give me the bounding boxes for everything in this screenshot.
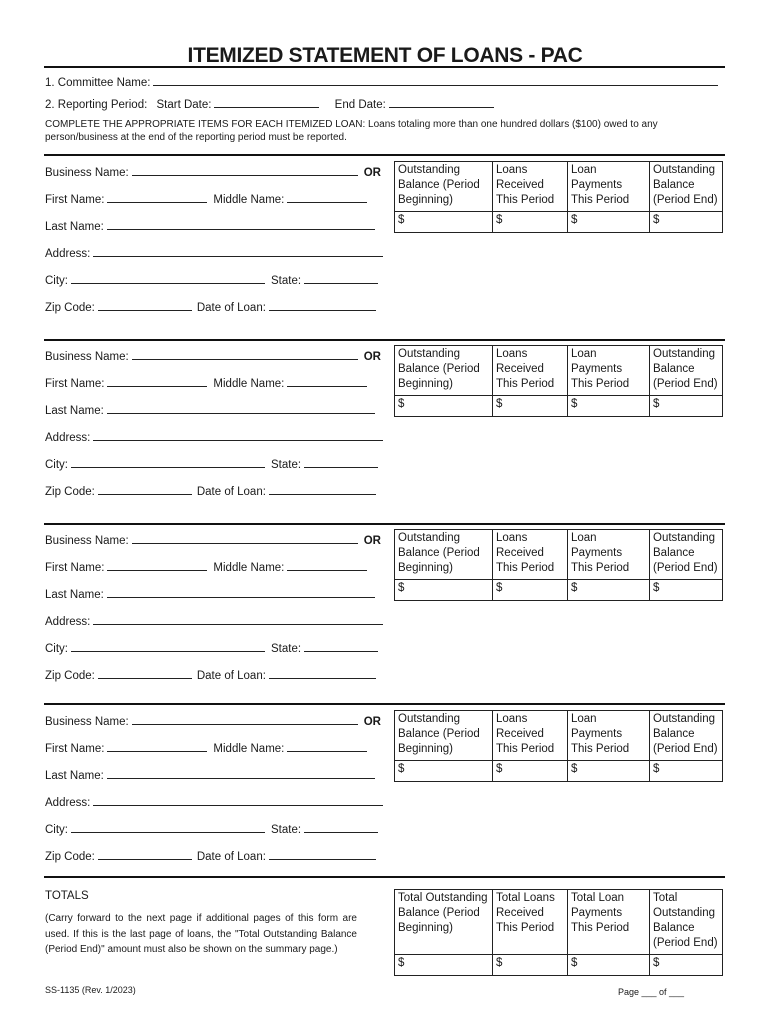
amount-field[interactable]: $ (650, 212, 723, 233)
loan-entry-2 (44, 345, 725, 525)
state-field[interactable] (304, 456, 378, 468)
totals-column-header: Total Loan Payments This Period (568, 890, 650, 955)
or-label: OR (363, 716, 381, 728)
loan-amounts-table (394, 529, 723, 601)
city-label: City: (45, 459, 68, 471)
amount-field[interactable]: $ (650, 396, 723, 417)
or-label: OR (363, 351, 381, 363)
name-row (45, 375, 367, 390)
total-amount-field[interactable]: $ (395, 955, 493, 976)
state-field[interactable] (304, 640, 378, 652)
city-state-row (45, 456, 378, 471)
totals-column-header: Total Outstanding Balance (Period End) (650, 890, 723, 955)
first-name-label: First Name: (45, 743, 105, 755)
zip-code-label: Zip Code: (45, 670, 95, 682)
title-rule (44, 66, 725, 68)
totals-title: TOTALS (45, 890, 89, 902)
address-row (45, 613, 383, 628)
middle-name-field[interactable] (287, 559, 367, 571)
column-header: Outstanding Balance (Period Beginning) (395, 162, 493, 212)
address-row (45, 794, 383, 809)
amount-field[interactable]: $ (493, 580, 568, 601)
address-label: Address: (45, 616, 91, 628)
address-row (45, 245, 383, 260)
zip-code-label: Zip Code: (45, 851, 95, 863)
zip-code-field[interactable] (98, 848, 192, 860)
name-row (45, 740, 367, 755)
first-name-field[interactable] (107, 740, 207, 752)
reporting-period-label: 2. Reporting Period: (45, 99, 148, 111)
zip-code-field[interactable] (98, 299, 192, 311)
city-state-row (45, 640, 378, 655)
or-label: OR (363, 167, 381, 179)
city-field[interactable] (71, 456, 265, 468)
city-field[interactable] (71, 272, 265, 284)
state-label: State: (271, 824, 302, 836)
last-name-field[interactable] (107, 218, 375, 230)
column-header: Loan Payments This Period (568, 346, 650, 396)
column-header: Loans Received This Period (493, 530, 568, 580)
business-name-row (45, 532, 381, 547)
first-name-label: First Name: (45, 194, 105, 206)
total-amount-field[interactable]: $ (650, 955, 723, 976)
date-of-loan-field[interactable] (269, 299, 376, 311)
column-header: Outstanding Balance (Period Beginning) (395, 530, 493, 580)
middle-name-label: Middle Name: (213, 562, 285, 574)
instructions (45, 118, 725, 144)
column-header: Loan Payments This Period (568, 711, 650, 761)
amount-field[interactable]: $ (493, 761, 568, 782)
amount-field[interactable]: $ (650, 580, 723, 601)
last-name-label: Last Name: (45, 221, 104, 233)
form-id: SS-1135 (Rev. 1/2023) (45, 985, 136, 995)
date-of-loan-label: Date of Loan: (196, 302, 266, 314)
date-of-loan-label: Date of Loan: (196, 670, 266, 682)
date-of-loan-label: Date of Loan: (196, 486, 266, 498)
last-name-row (45, 218, 375, 233)
city-state-row (45, 821, 378, 836)
or-label: OR (363, 535, 381, 547)
amount-field[interactable]: $ (568, 212, 650, 233)
business-name-row (45, 348, 381, 363)
zip-code-field[interactable] (98, 667, 192, 679)
zip-code-field[interactable] (98, 483, 192, 495)
amount-field[interactable]: $ (650, 761, 723, 782)
first-name-field[interactable] (107, 191, 207, 203)
first-name-field[interactable] (107, 559, 207, 571)
committee-name-row (45, 74, 718, 89)
business-name-field[interactable] (132, 348, 358, 360)
city-state-row (45, 272, 378, 287)
middle-name-label: Middle Name: (213, 743, 285, 755)
loan-entry-4 (44, 710, 725, 890)
column-header: Loans Received This Period (493, 711, 568, 761)
last-name-field[interactable] (107, 402, 375, 414)
column-header: Outstanding Balance (Period End) (650, 346, 723, 396)
business-name-label: Business Name: (45, 535, 129, 547)
amount-field[interactable]: $ (568, 761, 650, 782)
address-field[interactable] (93, 245, 383, 257)
state-label: State: (271, 459, 302, 471)
last-name-row (45, 402, 375, 417)
amount-field[interactable]: $ (395, 212, 493, 233)
address-label: Address: (45, 432, 91, 444)
form-title: ITEMIZED STATEMENT OF LOANS - PAC (187, 44, 583, 67)
last-name-row (45, 586, 375, 601)
totals-note: (Carry forward to the next page if additional pages of this form are used. If this is the last page of loans, the "Total Outstanding Balance (Period End)" amount must also be shown on the summary page.) (45, 913, 357, 955)
first-name-label: First Name: (45, 562, 105, 574)
zip-date-row (45, 667, 376, 682)
state-label: State: (271, 643, 302, 655)
page-number: Page ___ of ___ (618, 987, 685, 997)
committee-name-label: 1. Committee Name: (45, 77, 151, 89)
business-name-label: Business Name: (45, 716, 129, 728)
zip-code-label: Zip Code: (45, 302, 95, 314)
address-row (45, 429, 383, 444)
column-header: Outstanding Balance (Period End) (650, 530, 723, 580)
zip-date-row (45, 483, 376, 498)
date-of-loan-field[interactable] (269, 667, 376, 679)
business-name-field[interactable] (132, 532, 358, 544)
amount-field[interactable]: $ (493, 396, 568, 417)
city-field[interactable] (71, 821, 265, 833)
business-name-label: Business Name: (45, 167, 129, 179)
amount-field[interactable]: $ (568, 580, 650, 601)
loan-entry-3 (44, 529, 725, 709)
last-name-label: Last Name: (45, 770, 104, 782)
loan-amounts-table (394, 161, 723, 233)
middle-name-field[interactable] (287, 740, 367, 752)
amount-field[interactable]: $ (493, 212, 568, 233)
totals-column-header: Total Outstanding Balance (Period Beginning) (395, 890, 493, 955)
date-of-loan-field[interactable] (269, 483, 376, 495)
zip-date-row (45, 299, 376, 314)
column-header: Loans Received This Period (493, 346, 568, 396)
amount-field[interactable]: $ (395, 396, 493, 417)
loan-amounts-table (394, 710, 723, 782)
city-label: City: (45, 824, 68, 836)
total-amount-field[interactable]: $ (568, 955, 650, 976)
end-date-field[interactable] (389, 96, 494, 108)
column-header: Loan Payments This Period (568, 162, 650, 212)
name-row (45, 191, 367, 206)
zip-code-label: Zip Code: (45, 486, 95, 498)
start-date-label: Start Date: (156, 99, 212, 111)
loan-entry-1 (44, 161, 725, 341)
first-name-field[interactable] (107, 375, 207, 387)
last-name-field[interactable] (107, 767, 375, 779)
totals-column-header: Total Loans Received This Period (493, 890, 568, 955)
city-label: City: (45, 643, 68, 655)
address-label: Address: (45, 797, 91, 809)
state-label: State: (271, 275, 302, 287)
totals-table (394, 889, 723, 976)
column-header: Outstanding Balance (Period Beginning) (395, 346, 493, 396)
section-divider (44, 154, 725, 156)
address-field[interactable] (93, 613, 383, 625)
zip-date-row (45, 848, 376, 863)
city-label: City: (45, 275, 68, 287)
column-header: Loans Received This Period (493, 162, 568, 212)
amount-field[interactable]: $ (395, 761, 493, 782)
loan-amounts-table (394, 345, 723, 417)
business-name-row (45, 164, 381, 179)
address-field[interactable] (93, 794, 383, 806)
amount-field[interactable]: $ (395, 580, 493, 601)
business-name-field[interactable] (132, 164, 358, 176)
column-header: Outstanding Balance (Period End) (650, 162, 723, 212)
city-field[interactable] (71, 640, 265, 652)
last-name-field[interactable] (107, 586, 375, 598)
date-of-loan-field[interactable] (269, 848, 376, 860)
first-name-label: First Name: (45, 378, 105, 390)
business-name-field[interactable] (132, 713, 358, 725)
middle-name-label: Middle Name: (213, 194, 285, 206)
end-date-label: End Date: (334, 99, 386, 111)
last-name-label: Last Name: (45, 405, 104, 417)
committee-name-field[interactable] (153, 74, 718, 86)
column-header: Outstanding Balance (Period Beginning) (395, 711, 493, 761)
amount-field[interactable]: $ (568, 396, 650, 417)
instructions-heading: COMPLETE THE APPROPRIATE ITEMS FOR EACH ITEMIZED LOAN: (45, 119, 366, 130)
date-of-loan-label: Date of Loan: (196, 851, 266, 863)
name-row (45, 559, 367, 574)
instructions-body: Loans totaling more than one hundred dollars ($100) owed to any person/business at the end of the reporting period must be reported. (45, 119, 658, 143)
state-field[interactable] (304, 821, 378, 833)
middle-name-field[interactable] (287, 191, 367, 203)
total-amount-field[interactable]: $ (493, 955, 568, 976)
last-name-label: Last Name: (45, 589, 104, 601)
column-header: Outstanding Balance (Period End) (650, 711, 723, 761)
address-label: Address: (45, 248, 91, 260)
address-field[interactable] (93, 429, 383, 441)
column-header: Loan Payments This Period (568, 530, 650, 580)
middle-name-label: Middle Name: (213, 378, 285, 390)
last-name-row (45, 767, 375, 782)
middle-name-field[interactable] (287, 375, 367, 387)
start-date-field[interactable] (214, 96, 319, 108)
reporting-period-row (45, 96, 494, 111)
state-field[interactable] (304, 272, 378, 284)
business-name-label: Business Name: (45, 351, 129, 363)
business-name-row (45, 713, 381, 728)
